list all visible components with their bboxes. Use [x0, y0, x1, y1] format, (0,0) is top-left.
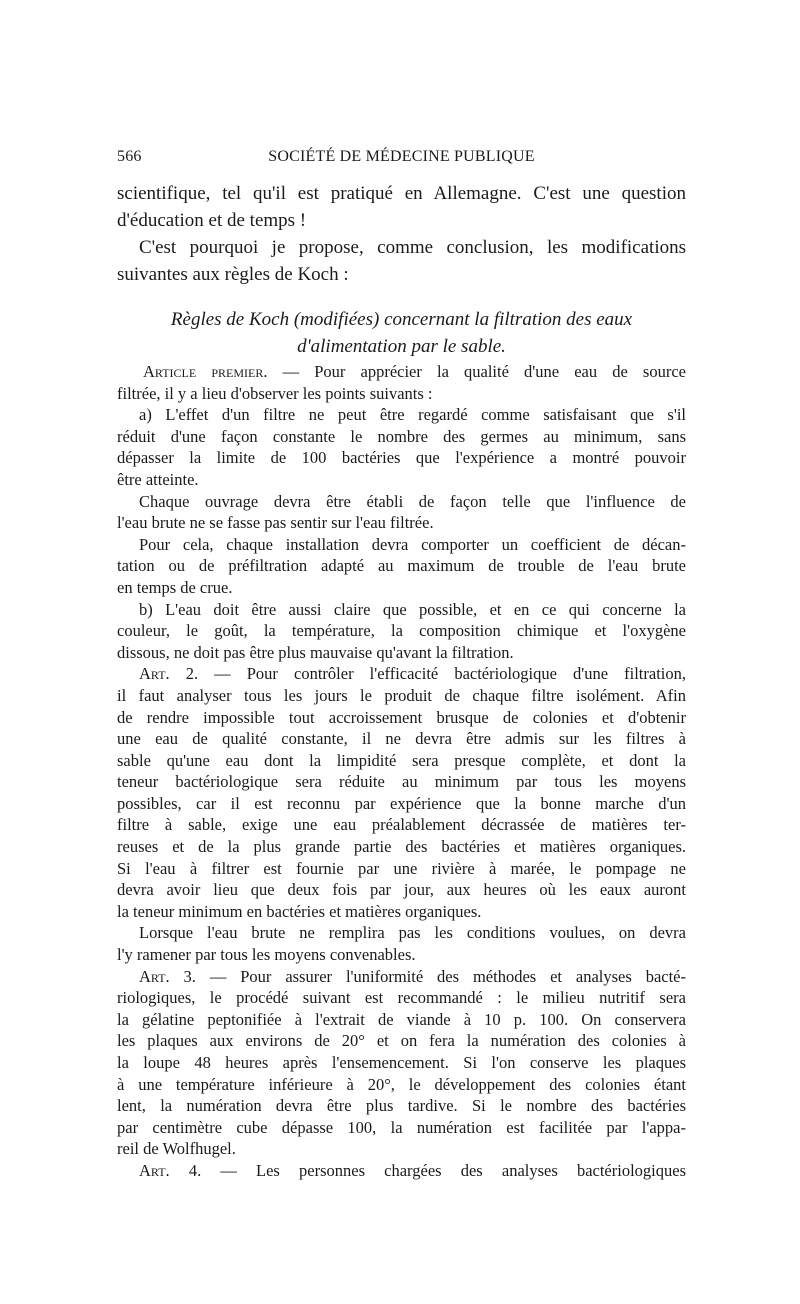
article-first-line: [117, 1160, 686, 1182]
running-title: SOCIÉTÉ DE MÉDECINE PUBLIQUE: [268, 148, 535, 165]
text-line: tation ou de préfiltration adapté au maximum de trouble de l'eau brute: [117, 556, 686, 576]
text-line: à une température inférieure à 20°, le développement des colonies étant: [117, 1074, 686, 1094]
heading-line: Règles de Koch (modifiées) concernant la filtration des eaux: [170, 309, 633, 330]
text-line: l'y ramener par tous les moyens convenables.: [117, 945, 416, 965]
text-line: — Pour apprécier la qualité d'une eau de source: [267, 362, 686, 381]
page-number: 566: [117, 148, 142, 165]
text-line: — Pour assurer l'uniformité des méthodes et analyses bacté-: [195, 966, 686, 986]
text-line: a) L'effet d'un filtre ne peut être regardé comme satisfaisant que s'il: [139, 405, 686, 425]
text-line: possibles, car il est reconnu par expérience que la bonne marche d'un: [117, 793, 686, 813]
heading-line: d'alimentation par le sable.: [297, 336, 506, 357]
text-line: dissous, ne doit pas être plus mauvaise qu'avant la filtration.: [117, 642, 514, 662]
article-label: Article premier.: [143, 362, 268, 381]
text-line: Si l'eau à filtrer est fournie par une rivière à marée, le pompage ne: [117, 858, 686, 878]
article-label: Art. 2.: [139, 664, 199, 684]
page-header: [117, 148, 686, 172]
article-label: Art. 4.: [139, 1160, 202, 1180]
text-line: riologiques, le procédé suivant est recommandé : le milieu nutritif sera: [117, 988, 686, 1008]
text-line: reil de Wolfhugel.: [117, 1139, 236, 1159]
articles-body: [117, 361, 686, 1182]
text-line: être atteinte.: [117, 469, 199, 489]
text-line: teneur bactériologique sera réduite au minimum par tous les moyens: [117, 772, 686, 792]
text-line: en temps de crue.: [117, 577, 233, 597]
article-first-line: [117, 361, 686, 383]
text-line: la gélatine peptonifiée à l'extrait de viande à 10 p. 100. On conservera: [117, 1009, 686, 1029]
text-line: filtre à sable, exige une eau préalablement décrassée de matières ter-: [117, 815, 686, 835]
text-line: — Les personnes chargées des analyses bactériologiques: [201, 1160, 686, 1180]
intro-paragraphs: [117, 180, 686, 288]
text-line: Pour cela, chaque installation devra comporter un coefficient de décan-: [139, 534, 686, 554]
text-line: devra avoir lieu que deux fois par jour, aux heures où les eaux auront: [117, 880, 686, 900]
text-line: il faut analyser tous les jours le produit de chaque filtre isolément. Afin: [117, 685, 686, 705]
text-line: la loupe 48 heures après l'ensemencement. Si l'on conserve les plaques: [117, 1053, 686, 1072]
text-line: sable qu'une eau dont la limpidité sera presque complète, et dont la: [117, 750, 686, 770]
text-line: couleur, le goût, la température, la composition chimique et l'oxygène: [117, 621, 686, 641]
text-line: par centimètre cube dépasse 100, la numération est facilitée par l'appa-: [117, 1117, 686, 1137]
text-line: dépasser la limite de 100 bactéries que l'expérience a montré pouvoir: [117, 448, 686, 468]
text-line: scientifique, tel qu'il est pratiqué en Allemagne. C'est une question: [117, 183, 686, 204]
text-line: b) L'eau doit être aussi claire que possible, et en ce qui concerne la: [139, 599, 686, 619]
text-line: une eau de qualité constante, il ne devra être admis sur les filtres à: [117, 729, 686, 749]
text-line: la teneur minimum en bactéries et matières organiques.: [117, 901, 482, 921]
text-line: lent, la numération devra être plus tardive. Si le nombre des bactéries: [117, 1096, 686, 1116]
text-line: l'eau brute ne se fasse pas sentir sur l'eau filtrée.: [117, 513, 434, 533]
text-line: réduit d'une façon constante le nombre des germes au minimum, sans: [117, 426, 686, 446]
article-first-line: [117, 966, 686, 988]
text-line: de rendre impossible tout accroissement brusque de colonies et d'obtenir: [117, 707, 686, 727]
text-line: C'est pourquoi je propose, comme conclusion, les modifications: [139, 237, 686, 258]
section-heading: [117, 306, 686, 360]
text-line: les plaques aux environs de 20° et on fera la numération des colonies à: [117, 1031, 686, 1051]
text-line: d'éducation et de temps !: [117, 210, 307, 231]
text-line: Lorsque l'eau brute ne remplira pas les conditions voulues, on devra: [139, 923, 686, 943]
text-line: suivantes aux règles de Koch :: [117, 264, 349, 285]
article-label: Art. 3.: [139, 966, 196, 986]
text-line: reuses et de la plus grande partie des bactéries et matières organiques.: [117, 837, 686, 857]
text-line: Chaque ouvrage devra être établi de façon telle que l'influence de: [139, 491, 686, 511]
text-line: — Pour contrôler l'efficacité bactériologique d'une filtration,: [198, 664, 686, 684]
article-first-line: [117, 663, 686, 685]
text-line: filtrée, il y a lieu d'observer les points suivants :: [117, 383, 433, 403]
